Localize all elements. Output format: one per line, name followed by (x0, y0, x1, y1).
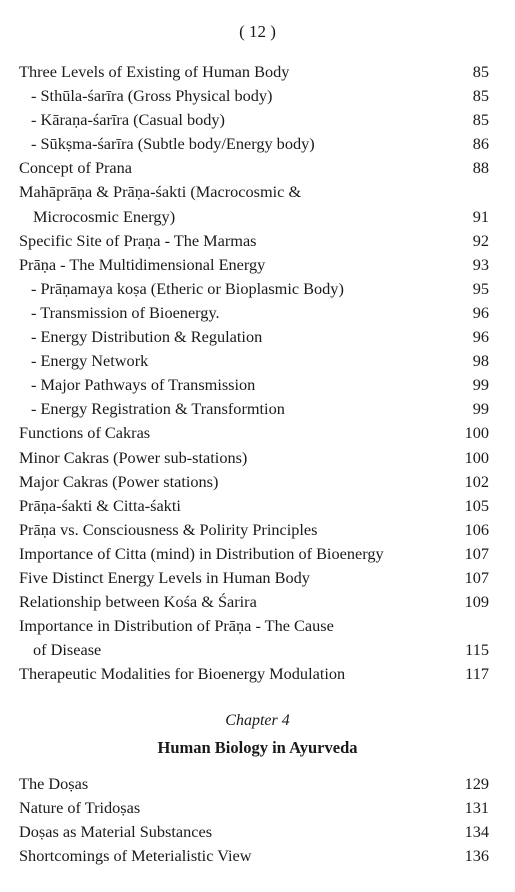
toc-entry-title: - Kāraṇa-śarīra (Casual body) (31, 110, 225, 130)
toc-entry (19, 156, 489, 180)
toc-entry-page: 92 (472, 230, 489, 250)
chapter-title: Human Biology in Ayurveda (157, 738, 358, 757)
toc-entry-title: Relationship between Kośa & Śarira (19, 592, 257, 612)
toc-entry (19, 373, 489, 397)
toc-entry (19, 446, 489, 470)
toc-entry-page: 96 (472, 302, 489, 322)
toc-entry-page: 107 (464, 567, 489, 587)
toc-section-1 (19, 60, 489, 686)
toc-entry-title: Functions of Cakras (19, 423, 151, 443)
toc-entry-title: Shortcomings of Meterialistic View (19, 846, 252, 866)
toc-entry (19, 325, 489, 349)
toc-entry (19, 180, 489, 228)
toc-entry-title: Importance in Distribution of Prāṇa - The Cause of Disease (19, 614, 449, 662)
toc-entry-title: Specific Site of Praṇa - The Marmas (19, 230, 257, 250)
toc-entry-title: - Transmission of Bioenergy. (31, 302, 220, 322)
toc-entry-page: 88 (472, 158, 489, 178)
toc-entry-page: 95 (472, 278, 489, 298)
toc-entry-title: - Major Pathways of Transmission (31, 375, 256, 395)
toc-entry (19, 796, 489, 820)
toc-entry-page: 91 (472, 206, 489, 226)
toc-entry-title: - Energy Distribution & Regulation (31, 327, 263, 347)
toc-entry-page: 85 (472, 86, 489, 106)
toc-entry (19, 421, 489, 445)
toc-entry-page: 117 (465, 664, 489, 684)
toc-entry (19, 301, 489, 325)
toc-entry-title: Importance of Citta (mind) in Distribution of Bioenergy (19, 543, 384, 563)
toc-entry-page: 102 (464, 471, 489, 491)
toc-entry-title: - Energy Network (31, 351, 149, 371)
toc-entry-title: Doṣas as Material Substances (19, 822, 213, 842)
toc-entry (19, 397, 489, 421)
toc-entry-page: 86 (472, 134, 489, 154)
toc-entry-title: Five Distinct Energy Levels in Human Body (19, 567, 310, 587)
toc-entry-page: 134 (464, 822, 489, 842)
toc-entry (19, 229, 489, 253)
toc-entry (19, 614, 489, 662)
toc-entry-page: 105 (464, 495, 489, 515)
toc-entry-title: - Sūkṣma-śarīra (Subtle body/Energy body) (31, 134, 315, 154)
chapter-label: Chapter 4 (225, 712, 290, 729)
toc-entry (19, 253, 489, 277)
toc-entry (19, 772, 489, 796)
toc-entry (19, 820, 489, 844)
toc-entry (19, 349, 489, 373)
toc-entry-page: 85 (472, 62, 489, 81)
toc-entry-title: - Sthūla-śarīra (Gross Physical body) (31, 86, 273, 106)
toc-entry (19, 518, 489, 542)
toc-entry-page: 107 (464, 543, 489, 563)
toc-entry-page: 98 (472, 351, 489, 371)
toc-section-2 (19, 772, 489, 868)
toc-entry-title: Prāṇa-śakti & Citta-śakti (19, 495, 181, 515)
toc-entry-title: Major Cakras (Power stations) (19, 471, 219, 491)
toc-entry (19, 662, 489, 686)
toc-entry-title-continued: Microcosmic Energy) (33, 206, 176, 226)
toc-entry (19, 60, 489, 84)
toc-entry-title: - Prāṇamaya koṣa (Etheric or Bioplasmic Body) (31, 278, 344, 298)
toc-entry-page: 129 (464, 774, 489, 793)
toc-entry-page: 109 (464, 592, 489, 612)
toc-entry-page: 115 (465, 640, 489, 660)
toc-entry-title: Concept of Prana (19, 158, 133, 178)
toc-entry-page: 136 (464, 846, 489, 866)
toc-entry-page: 131 (464, 798, 489, 818)
toc-entry-page: 100 (464, 423, 489, 443)
toc-entry-page: 85 (472, 110, 489, 130)
toc-entry-page: 106 (464, 519, 489, 539)
toc-entry (19, 494, 489, 518)
toc-entry-title-continued: of Disease (33, 640, 102, 660)
toc-entry-title: Prāṇa vs. Consciousness & Polirity Principles (19, 519, 318, 539)
toc-entry-title: Three Levels of Existing of Human Body (19, 62, 290, 81)
toc-entry-title: - Energy Registration & Transformtion (31, 399, 285, 419)
toc-entry-title: The Doṣas (19, 774, 89, 793)
toc-entry (19, 277, 489, 301)
toc-entry-title: Prāṇa - The Multidimensional Energy (19, 254, 266, 274)
toc-entry-title: Minor Cakras (Power sub-stations) (19, 447, 248, 467)
toc-entry-page: 99 (472, 399, 489, 419)
toc-entry-page: 93 (472, 254, 489, 274)
toc-entry (19, 566, 489, 590)
toc-entry (19, 590, 489, 614)
toc-entry (19, 132, 489, 156)
toc-entry-page: 100 (464, 447, 489, 467)
toc-entry-page: 99 (472, 375, 489, 395)
toc-entry (19, 108, 489, 132)
page-number: ( 12 ) (239, 22, 276, 41)
toc-entry (19, 844, 489, 868)
toc-entry-title: Mahāprāṇa & Prāṇa-śakti (Macrocosmic & Microcosmic Energy) (19, 180, 449, 228)
toc-entry-title: Nature of Tridoṣas (19, 798, 141, 818)
toc-entry (19, 470, 489, 494)
toc-entry-title: Therapeutic Modalities for Bioenergy Modulation (19, 664, 346, 684)
toc-entry (19, 542, 489, 566)
toc-entry (19, 84, 489, 108)
toc-entry-page: 96 (472, 327, 489, 347)
